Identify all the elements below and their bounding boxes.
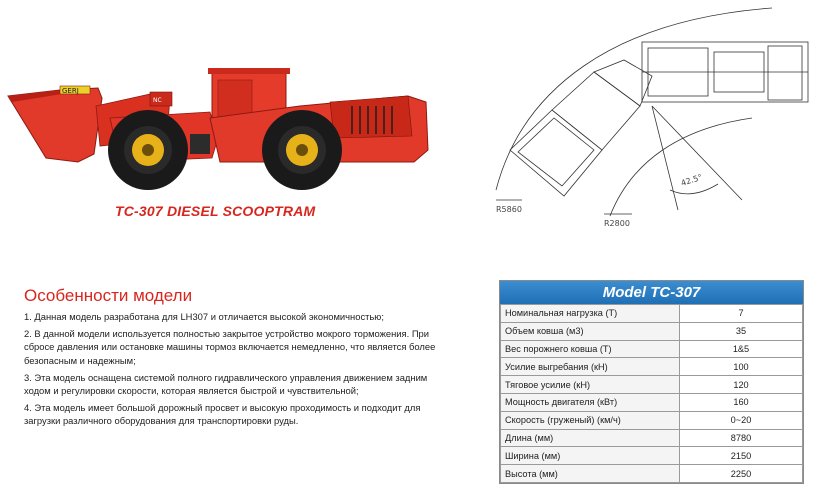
hood-logo: GERJ <box>62 87 79 95</box>
table-row <box>501 447 803 465</box>
spec-table <box>499 280 804 484</box>
spec-label: Вес порожнего ковша (Т) <box>501 340 680 358</box>
spec-label: Тяговое усилие (кН) <box>501 376 680 394</box>
spec-value: 35 <box>680 322 803 340</box>
table-row <box>501 393 803 411</box>
features-list <box>24 310 444 432</box>
table-row <box>501 411 803 429</box>
feature-item: 1. Данная модель разработана для LH307 и отличается высокой экономичностью; <box>24 311 384 322</box>
spec-label: Объем ковша (м3) <box>501 322 680 340</box>
spec-label: Высота (мм) <box>501 465 680 483</box>
table-row <box>501 429 803 447</box>
front-wheel <box>108 110 188 190</box>
spec-label: Номинальная нагрузка (Т) <box>501 305 680 323</box>
spec-label: Ширина (мм) <box>501 447 680 465</box>
spec-label: Длина (мм) <box>501 429 680 447</box>
features-title: Особенности модели <box>24 286 193 305</box>
spec-value: 2150 <box>680 447 803 465</box>
spec-value: 160 <box>680 393 803 411</box>
table-row <box>501 465 803 483</box>
angle-label: 42.5° <box>679 172 704 188</box>
turning-radius-diagram <box>492 0 822 240</box>
table-row <box>501 322 803 340</box>
spec-label: Усилие выгребания (кН) <box>501 358 680 376</box>
rear-wheel <box>262 110 342 190</box>
spec-value: 7 <box>680 305 803 323</box>
spec-value: 8780 <box>680 429 803 447</box>
spec-title: Model TC-307 <box>500 281 803 304</box>
table-row <box>501 376 803 394</box>
feature-item: 3. Эта модель оснащена системой полного гидравлического управления движением задним ходом и регулировки скорости, которая является быстрой и чувствительной; <box>24 371 428 397</box>
table-row <box>501 340 803 358</box>
spec-value: 0~20 <box>680 411 803 429</box>
spec-label: Мощность двигателя (кВт) <box>501 393 680 411</box>
spec-value: 100 <box>680 358 803 376</box>
spec-value: 120 <box>680 376 803 394</box>
feature-item: 4. Эта модель имеет большой дорожный просвет и высокую проходимость и подходит для загрузки различного оборудования для транспортировки руды. <box>24 402 421 427</box>
scooptram-photo <box>0 58 440 198</box>
spec-label: Скорость (груженый) (км/ч) <box>501 411 680 429</box>
boom-plate-text: NC <box>153 97 162 104</box>
feature-item: 2. В данной модели используется полностью закрытое устройство мокрого торможения. При сбросе давления или остановке машины тормоз включается немедленно, что является более безопасным и надежным; <box>24 328 436 366</box>
spec-value: 1&5 <box>680 340 803 358</box>
inner-radius-label: R2800 <box>604 219 630 228</box>
spec-value: 2250 <box>680 465 803 483</box>
table-row <box>501 305 803 323</box>
product-caption: TC-307 DIESEL SCOOPTRAM <box>115 203 316 219</box>
table-row <box>501 358 803 376</box>
outer-radius-label: R5860 <box>496 205 522 214</box>
